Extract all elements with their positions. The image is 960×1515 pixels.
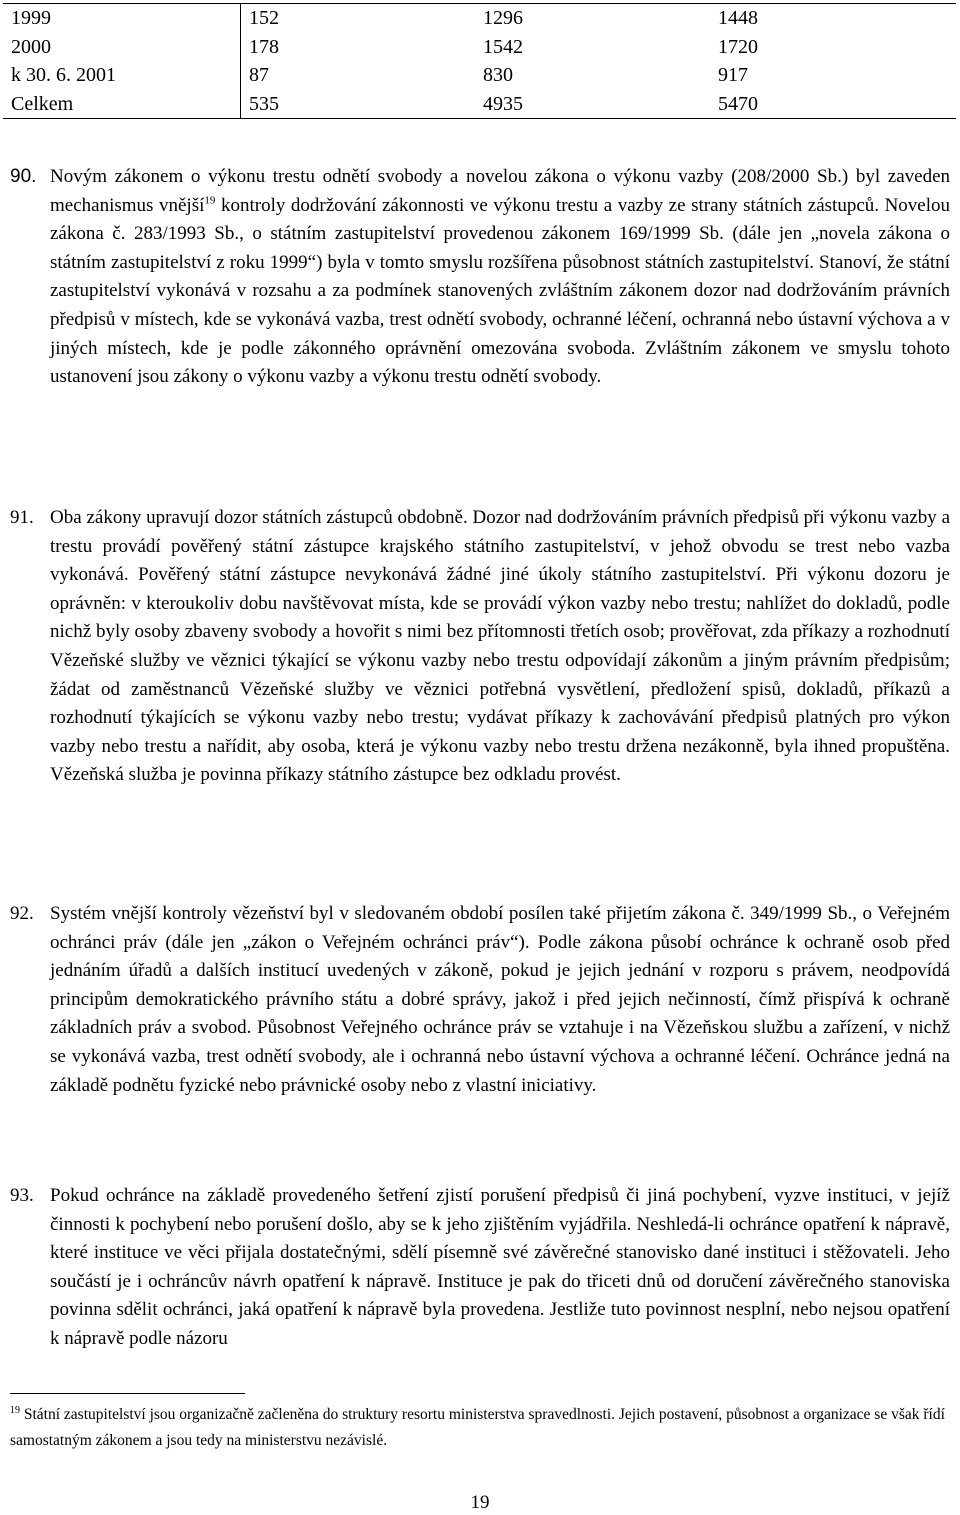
paragraph-91 bbox=[10, 504, 950, 790]
page-number: 19 bbox=[470, 1492, 490, 1513]
footnote-mark: 19 bbox=[10, 1404, 20, 1416]
footnote-reference[interactable]: 19 bbox=[204, 194, 216, 207]
table-cell: 87 bbox=[249, 64, 269, 87]
table-cell: 535 bbox=[241, 90, 476, 119]
table-cell: 5470 bbox=[710, 90, 956, 119]
table-cell: 1999 bbox=[3, 4, 241, 33]
paragraph-text-part: Novým zákonem o výkonu trestu odnětí svobody a novelou zákona o výkonu vazby (208/2000 Sb.) byl zaveden mechanismus vnější bbox=[50, 166, 950, 216]
paragraph-92 bbox=[10, 900, 950, 1100]
table-cell: 1448 bbox=[710, 4, 956, 33]
table-cell: Celkem bbox=[3, 90, 241, 119]
table-row bbox=[3, 90, 956, 119]
table-cell: 917 bbox=[718, 64, 748, 87]
paragraph-number: 90. bbox=[10, 166, 37, 187]
footnote bbox=[10, 1402, 950, 1454]
paragraph-number: 92. bbox=[10, 903, 34, 924]
paragraph-90 bbox=[10, 163, 950, 392]
table-row bbox=[3, 33, 956, 62]
paragraph-number: 93. bbox=[10, 1185, 34, 1206]
table-cell: k 30. 6. 2001 bbox=[3, 61, 241, 90]
paragraph-number: 91. bbox=[10, 507, 34, 528]
table-cell: 2000 bbox=[3, 33, 241, 62]
table-cell: 830 bbox=[483, 64, 513, 87]
footnote-divider bbox=[10, 1393, 245, 1394]
paragraph-text: Pokud ochránce na základě provedeného šetření zjistí porušení předpisů či jiná pochybení, vyzve instituci, v jejíž činnosti k pochybení nebo porušení došlo, aby se k jeho zjištěním vyjádřila. Neshledá-li ochránce opatření k nápravě, které instituce ve věci přijala dostatečnými, sdělí písemně své závěrečné stanovisko dané instituci i stěžovateli. Jeho součástí je i ochráncův návrh opatření k nápravě. Instituce je pak do třiceti dnů od doručení závěrečného stanoviska povinna sdělit ochránci, jaká opatření k nápravě byla provedena. Jestliže tuto povinnost nesplní, nebo nejsou opatření k nápravě podle názoru bbox=[50, 1185, 950, 1349]
table-row bbox=[3, 61, 956, 90]
paragraph-text: Oba zákony upravují dozor státních zástupců obdobně. Dozor nad dodržováním právních předpisů při výkonu vazby a trestu provádí pověřený státní zástupce krajského státního zastupitelství, v jehož obvodu se trest nebo vazba vykonává. Pověřený státní zástupce nevykonává žádné jiné úkoly státního zastupitelství. Při výkonu dozoru je oprávněn: v kteroukoliv dobu navštěvovat místa, kde se provádí výkon vazby nebo trestu; nahlížet do dokladů, podle nichž byly osoby zbaveny svobody a hovořit s nimi bez přítomnosti třetích osob; prověřovat, zda příkazy a rozhodnutí Vězeňské služby ve věznici týkající se výkonu vazby nebo trestu odpovídají zákonům a jiným právním předpisům; žádat od zaměstnanců Vězeňské služby ve věznici potřebná vysvětlení, předložení spisů, dokladů, příkazů a rozhodnutí týkajících se výkonu vazby nebo trestu; vydávat příkazy k zachovávání předpisů platných pro výkon vazby nebo trestu a nařídit, aby osoba, která je výkonu vazby nebo trestu držena nezákonně, byla ihned propuštěna. Vězeňská služba je povinna příkazy státního zástupce bez odkladu provést. bbox=[50, 507, 950, 786]
table-cell: 1542 bbox=[483, 35, 523, 58]
paragraph-text: Systém vnější kontroly vězeňství byl v sledovaném období posílen také přijetím zákona č. 349/1999 Sb., o Veřejném ochránci práv (dále jen „zákon o Veřejném ochránci práv“). Podle zákona působí ochránce k ochraně osob před jednáním úřadů a dalších institucí uvedených v zákoně, pokud je jejich jednání v rozporu s právem, neodpovídá principům demokratického právního státu a dobré správy, jakož i před jejich nečinností, čímž přispívá k ochraně základních práv a svobod. Působnost Veřejného ochránce práv se vztahuje i na Vězeňskou službu a zařízení, v nichž se vykonává vazba, trest odnětí svobody, ale i ochranná nebo ústavní výchova a ochranné léčení. Ochránce jedná na základě podnětu fyzické nebo právnické osoby nebo z vlastní iniciativy. bbox=[50, 903, 950, 1096]
table-cell: 1296 bbox=[475, 4, 710, 33]
paragraph-text bbox=[50, 163, 950, 392]
table-cell: 1720 bbox=[718, 35, 758, 58]
table-cell: 4935 bbox=[475, 90, 710, 119]
statistics-table bbox=[3, 3, 956, 119]
table-cell: 152 bbox=[241, 4, 476, 33]
table-row bbox=[3, 4, 956, 33]
paragraph-text-part: kontroly dodržování zákonnosti ve výkonu trestu a vazby ze strany státních zástupců. Novelou zákona č. 283/1993 Sb., o státním zastupitelství provedenou zákonem 169/1999 Sb. (dále jen „novela zákona o státním zastupitelství z roku 1999“) byla v tomto smyslu rozšířena působnost státních zastupitelství. Stanoví, že státní zastupitelství vykonává v rozsahu a za podmínek stanovených zvláštním zákonem dozor nad dodržováním právních předpisů v místech, kde se vykonává vazba, trest odnětí svobody, ochranné léčení, ochranná nebo ústavní výchova a v jiných místech, kde je podle zákonného oprávnění omezována svoboda. Zvláštním zákonem ve smyslu tohoto ustanovení jsou zákony o výkonu vazby a výkonu trestu odnětí svobody. bbox=[50, 194, 951, 388]
footnote-text: Státní zastupitelství jsou organizačně začleněna do struktury resortu ministerstva spravedlnosti. Jejich postavení, působnost a organizace se však řídí samostatným zákonem a jsou tedy na ministerstvu nezávislé. bbox=[10, 1406, 945, 1449]
table-cell: 178 bbox=[249, 35, 279, 58]
paragraph-93 bbox=[10, 1182, 950, 1354]
